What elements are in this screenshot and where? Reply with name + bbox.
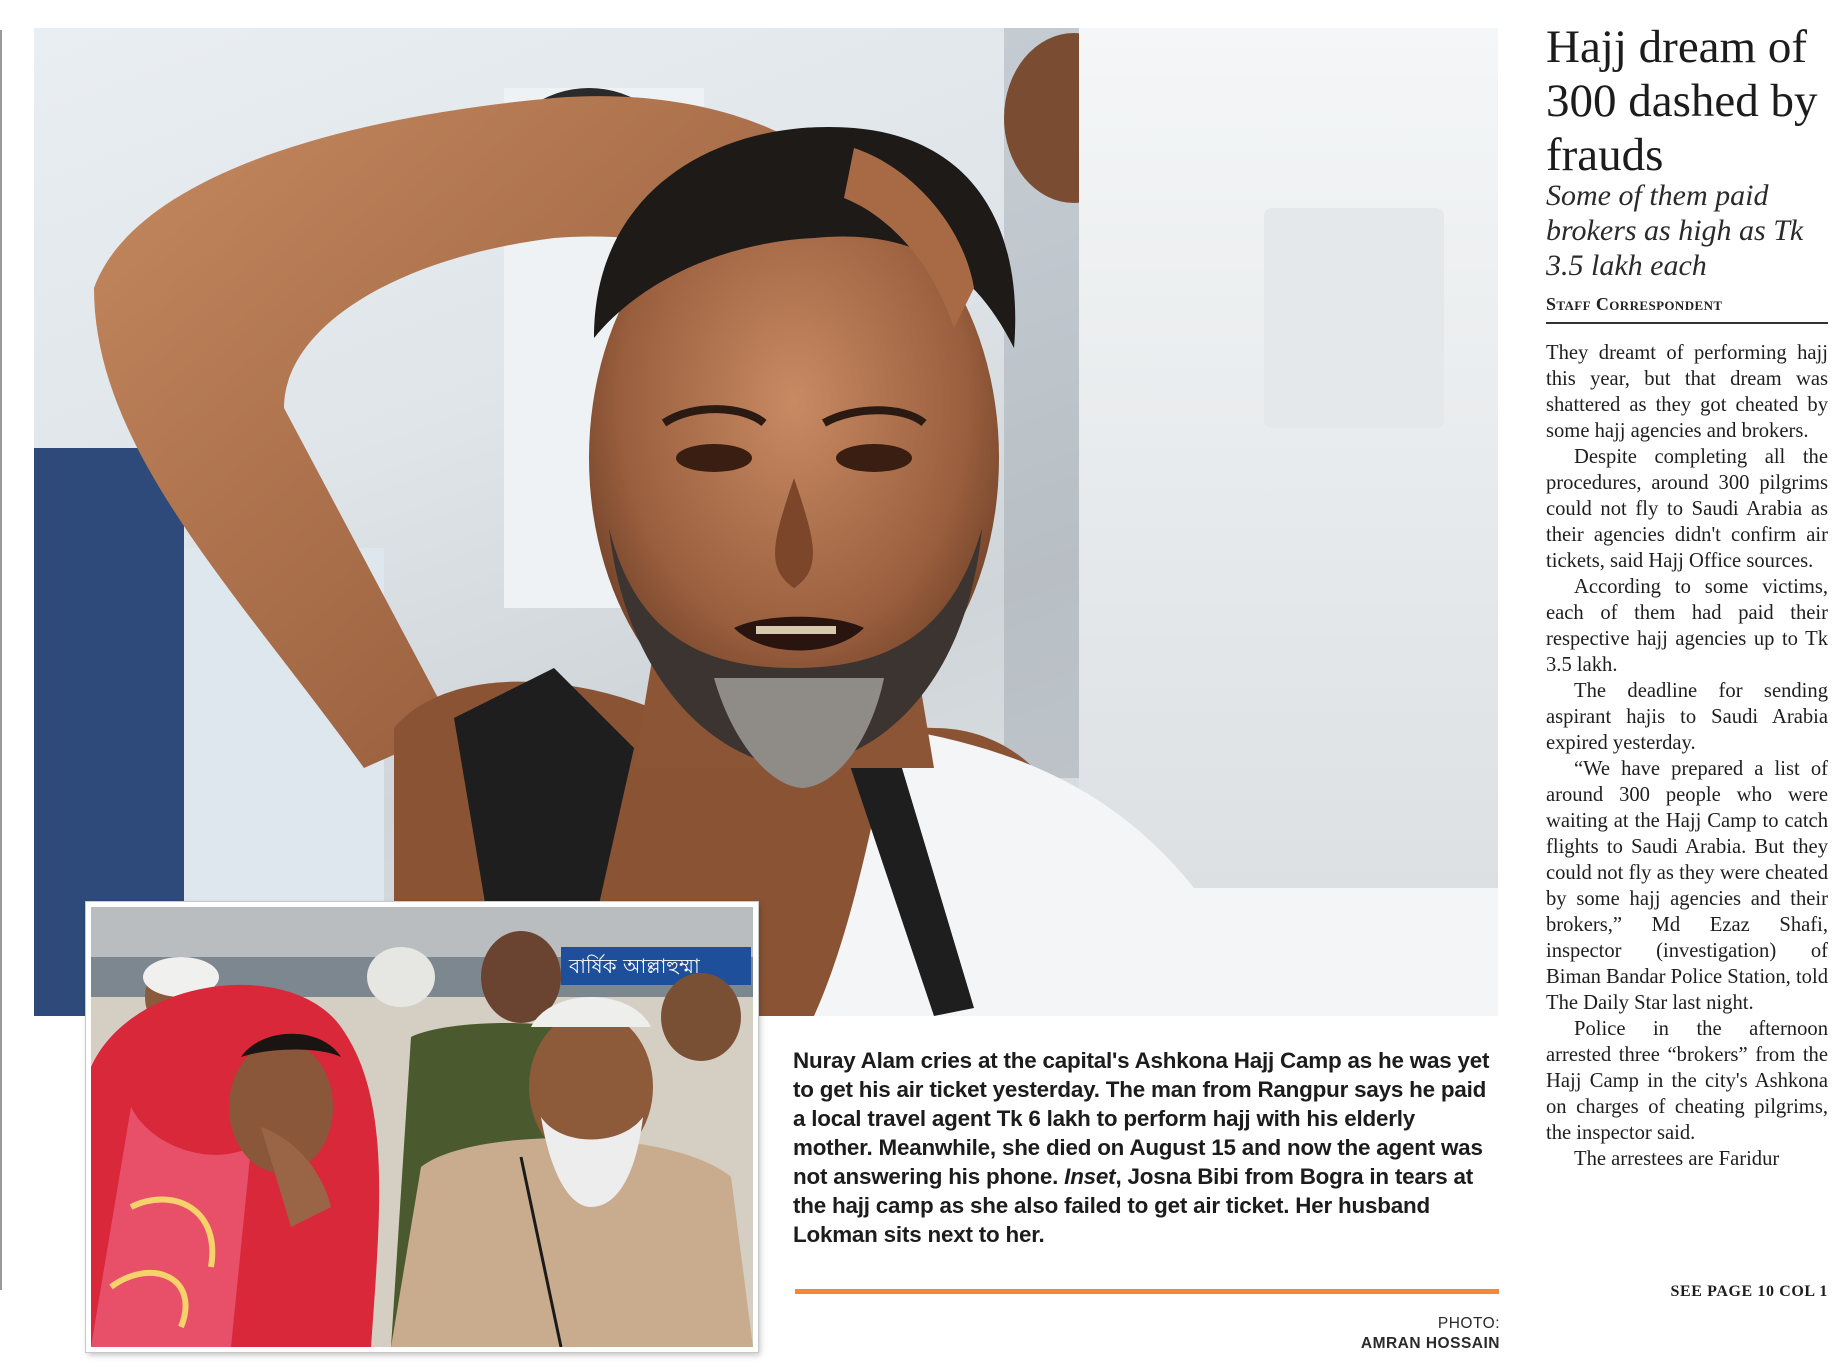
article-paragraph: They dreamt of performing hajj this year, but that dream was shattered as they got cheated by some hajj agencies and brokers. — [1546, 342, 1828, 442]
caption-inset-label: Inset — [1064, 1164, 1116, 1189]
article-paragraph: The arrestees are Faridur — [1574, 1148, 1780, 1170]
article-paragraph: “We have prepared a list of around 300 people who were waiting at the Hajj Camp to catch flights to Saudi Arabia. But they could not fly as they were cheated by some hajj agencies and their brokers,” Md Ezaz Shafi, inspector (investigation) of Biman Bandar Police Station, told The Daily Star last night. — [1546, 758, 1828, 1014]
article-byline: Staff Correspondent — [1546, 294, 1723, 314]
photo-credit — [1260, 1314, 1500, 1354]
inset-photo-illustration — [91, 907, 753, 1347]
inset-banner-text: বার্ষিক আল্লাহুম্মা — [569, 954, 700, 978]
article-body — [1546, 340, 1828, 1172]
inset-photo — [86, 902, 758, 1352]
photo-credit-name: AMRAN HOSSAIN — [1360, 1335, 1500, 1352]
photo-caption — [793, 1046, 1499, 1249]
main-photo-illustration — [34, 28, 1498, 1016]
article-paragraph: The deadline for sending aspirant hajis to Saudi Arabia expired yesterday. — [1546, 680, 1828, 754]
article-paragraph: Police in the afternoon arrested three “brokers” from the Hajj Camp in the city's Ashkona on charges of cheating pilgrims, the inspector said. — [1546, 1018, 1828, 1144]
page-edge-rule — [0, 30, 2, 1290]
caption-main-text: Nuray Alam cries at the capital's Ashkona Hajj Camp as he was yet to get his air ticket yesterday. The man from Rangpur says he paid a local travel agent Tk 6 lakh to perform hajj with his elderly mother. Meanwhile, she died on August 15 and now the agent was not answering his phone. — [793, 1048, 1490, 1189]
article-paragraph: Despite completing all the procedures, around 300 pilgrims could not fly to Saudi Arabia as their agencies didn't confirm air tickets, said Hajj Office sources. — [1546, 446, 1828, 572]
continuation-link[interactable]: SEE PAGE 10 COL 1 — [1670, 1283, 1828, 1300]
article-deck: Some of them paid brokers as high as Tk 3.5 lakh each — [1546, 179, 1804, 282]
photo-credit-label: PHOTO: — [1437, 1315, 1500, 1332]
caption-inset-text: , Josna Bibi from Bogra in tears at the hajj camp as she also failed to get air ticket. Her husband Lokman sits next to her. — [793, 1164, 1473, 1247]
caption-accent-rule — [795, 1289, 1499, 1294]
article-paragraph: According to some victims, each of them had paid their respective hajj agencies up to Tk 3.5 lakh. — [1546, 576, 1828, 676]
article-headline: Hajj dream of 300 dashed by frauds — [1546, 21, 1818, 181]
main-photo — [34, 28, 1498, 1016]
byline-divider — [1546, 322, 1828, 324]
